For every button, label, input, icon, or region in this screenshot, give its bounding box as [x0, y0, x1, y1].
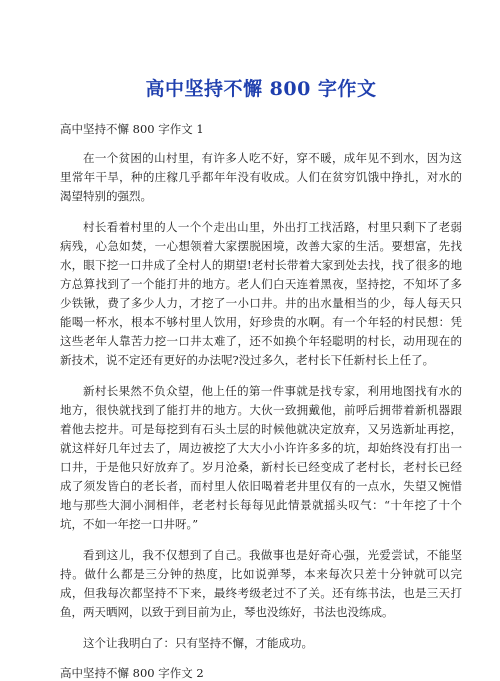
paragraph-4: 看到这儿，我不仅想到了自己。我做事也是好奇心强，光爱尝试，不能坚持。做什么都是三分钟的热度，比如说弹琴，本来每次只差十分钟就可以完成，但我每次都坚持不下来，最终考级老过不了关。还有练书法，也是三天打鱼，两天晒网，以致于到目前为止，琴也没练好，书法也没练成。	[60, 548, 462, 619]
paragraph-5: 这个让我明白了：只有坚持不懈，才能成功。	[83, 636, 313, 650]
section-heading-1: 高中坚持不懈 800 字作文 1	[60, 122, 204, 136]
paragraph-3: 新村长果然不负众望，他上任的第一件事就是找专家，利用地图找有水的地方，很快就找到了能打井的地方。大伙一致拥戴他，前呼后拥带着新机器跟着他去挖井。可是每挖到有石头土层的时候他就决定放弃，又另选新址再挖，就这样好几年过去了，周边被挖了大大小小许许多多的坑，却始终没有打出一口井，于是他只好放弃了。岁月沧桑，新村长已经变成了老村长，老村长已经成了须发皆白的老长者，而村里人依旧喝着老井里仅有的一点水，失望又惋惜地与那些大洞小洞相伴，老老村长每每见此情景就摇头叹气：“十年挖了十个坑，不如一年挖一口井呀。”	[60, 384, 462, 531]
section-heading-2: 高中坚持不懈 800 字作文 2	[60, 666, 204, 680]
paragraph-1: 在一个贫困的山村里，有许多人吃不好，穿不暖，成年见不到水，因为这里常年干旱，种的庄稼几乎都年年没有收成。人们在贫穷饥饿中挣扎，对水的渴望特别的强烈。	[60, 151, 462, 203]
paragraph-2: 村长看着村里的人一个个走出山里，外出打工找活路，村里只剩下了老弱病残，心急如焚，一心想领着大家摆脱困境，改善大家的生活。要想富，先找水，眼下挖一口井成了全村人的期望!老村长带着大家到处去找，找了很多的地方总算找到了一个能打井的地方。老人们白天连着黑夜，坚持挖，不知坏了多少铁锹，费了多少人力，才挖了一小口井。井的出水量相当的少，每人每天只能喝一杯水，根本不够村里人饮用，好珍贵的水啊。有一个年轻的村民想：凭这些老年人靠苦力挖一口井太难了，还不如换个年轻聪明的村长，动用现在的新技术，说不定还有更好的办法呢?没过多久，老村长下任新村长上任了。	[60, 220, 462, 367]
document-title: 高中坚持不懈 800 字作文	[145, 78, 377, 100]
